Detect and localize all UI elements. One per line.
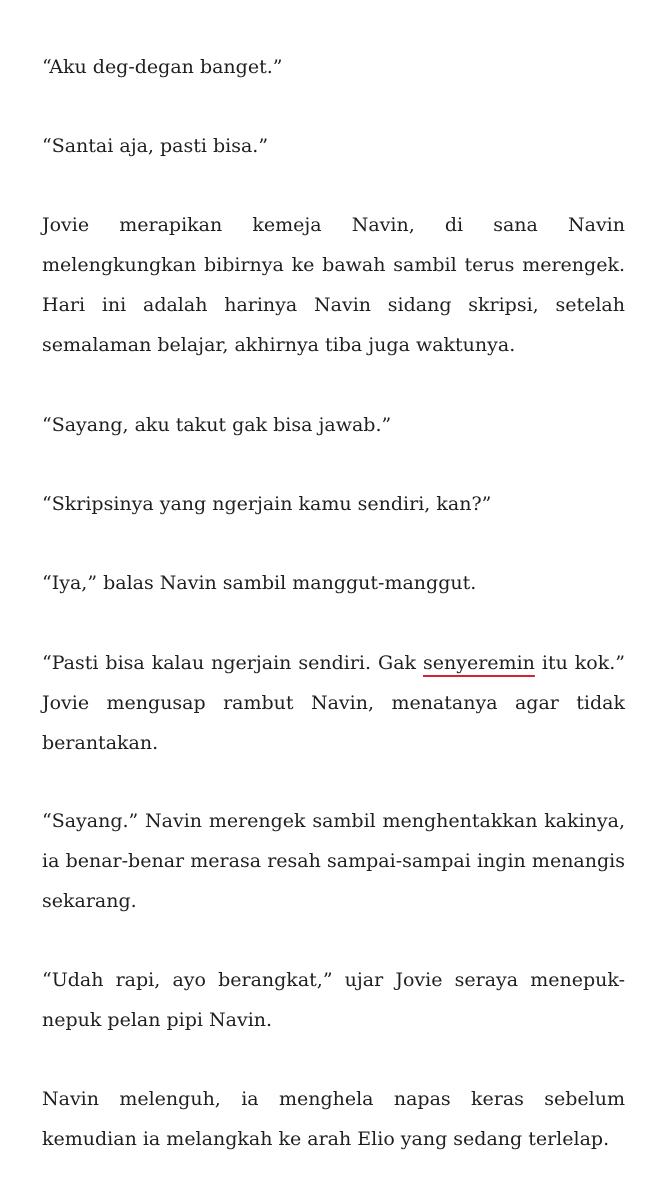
paragraph-text: itu kok.” Jovie mengusap rambut Navin, menatanya agar tidak berantakan. [42,652,625,754]
paragraph: “Udah rapi, ayo berangkat,” ujar Jovie seraya menepuk-nepuk pelan pipi Navin. [42,969,625,1031]
paragraph: “Iya,” balas Navin sambil manggut-manggut. [42,572,477,594]
paragraph: “Aku deg-degan banget.” [42,56,283,78]
paragraph: “Santai aja, pasti bisa.” [42,135,269,157]
paragraph [42,643,625,763]
paragraph: “Sayang, aku takut gak bisa jawab.” [42,414,392,436]
paragraph-text: “Pasti bisa kalau ngerjain sendiri. Gak [42,652,424,674]
spellcheck-underlined-word[interactable]: senyeremin [423,652,535,674]
paragraph: Navin melenguh, ia menghela napas keras sebelum kemudian ia melangkah ke arah Elio yang sedang terlelap. [42,1088,625,1150]
paragraph: “Skripsinya yang ngerjain kamu sendiri, kan?” [42,493,492,515]
paragraph: “Sayang.” Navin merengek sambil menghentakkan kakinya, ia benar-benar merasa resah sampai-sampai ingin menangis sekarang. [42,810,625,912]
paragraph: Jovie merapikan kemeja Navin, di sana Navin melengkungkan bibirnya ke bawah sambil terus merengek. Hari ini adalah harinya Navin sidang skripsi, setelah semalaman belajar, akhirnya tiba juga waktunya. [42,214,625,356]
